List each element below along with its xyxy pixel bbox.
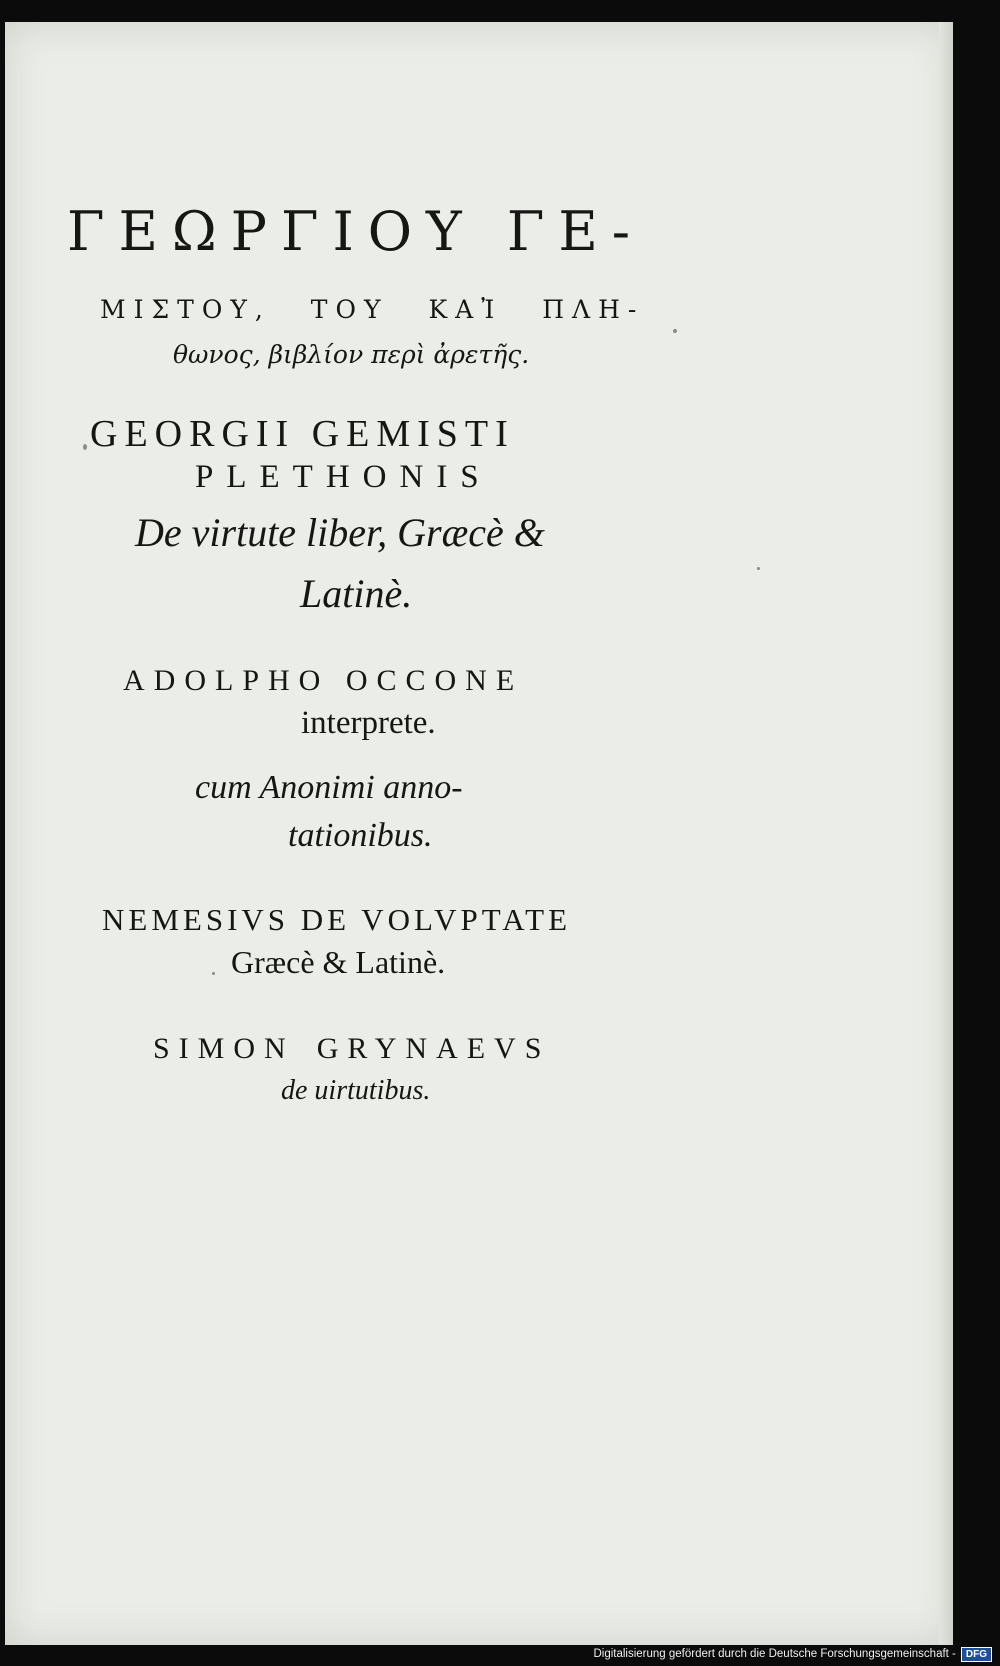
latin-title-line-2: Latinè. — [300, 571, 413, 616]
annotation-line-2: tationibus. — [288, 817, 433, 854]
latin-title-line-1: De virtute liber, Græcè & — [135, 510, 545, 555]
simon-word: SIMON — [153, 1032, 295, 1065]
paper-speck — [83, 444, 87, 450]
simon-line-2: de uirtutibus. — [281, 1075, 431, 1106]
greek-word-mistou: ΜΙΣΤΟΥ, — [100, 295, 271, 324]
paper-speck — [673, 329, 677, 333]
greek-title-line-1: ΓΕΩΡΓΙΟΥ ΓΕ- — [67, 200, 645, 263]
book-page — [5, 22, 953, 1645]
annotation-line-1: cum Anonimi anno- — [195, 769, 463, 806]
greek-word-tou: ΤΟΥ — [310, 295, 389, 324]
paper-speck — [757, 567, 760, 570]
grynaeus-word: GRYNAEVS — [316, 1032, 551, 1065]
credit-text: Digitalisierung gefördert durch die Deutsche Forschungsgemeinschaft - — [593, 1648, 956, 1660]
dfg-logo: DFG — [961, 1647, 992, 1662]
paper-speck — [212, 972, 215, 975]
latin-author-line-2: PLETHONIS — [195, 459, 492, 495]
latin-author-line-1: GEORGII GEMISTI — [90, 413, 515, 455]
translator-line-1: ADOLPHO OCCONE — [123, 664, 524, 697]
digitization-credit — [593, 1646, 992, 1662]
greek-word-kai: ΚΑἸ — [428, 295, 503, 324]
nemesius-line-1: NEMESIVS DE VOLVPTATE — [102, 902, 572, 937]
greek-title-line-3: θωνος, βιβλίον περὶ ἀρετῆς. — [173, 340, 530, 369]
nemesius-line-2: Græcè & Latinè. — [231, 944, 446, 980]
greek-title-line-2 — [100, 295, 953, 324]
greek-word-pleth: ΠΛΗ- — [542, 295, 645, 324]
simon-line-1 — [153, 1032, 953, 1066]
translator-line-2: interprete. — [301, 705, 436, 741]
